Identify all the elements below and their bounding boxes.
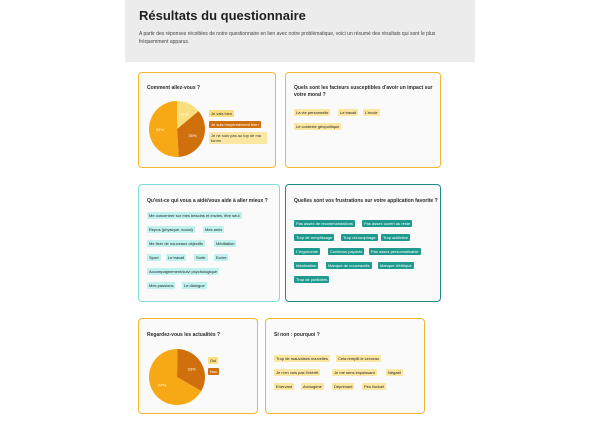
tag: Accompagnement/suivi psychologique — [149, 269, 218, 274]
tag: Repos (physique, social) — [149, 227, 193, 232]
tag: Idéalisation — [296, 263, 317, 268]
card-news — [138, 318, 258, 414]
page-title: Résultats du questionnaire — [139, 8, 306, 23]
card-title: Qu'est-ce qui vous a aidé/vous aide à aller mieux ? — [147, 198, 268, 204]
card-frustrations — [285, 184, 441, 302]
pie-chart-mood — [147, 99, 207, 159]
tag: Le travail — [340, 110, 357, 115]
tag: Déprimant — [334, 384, 353, 389]
tag: L'école — [365, 110, 378, 115]
tag: Je me sens impuissant — [334, 370, 375, 375]
tag: Trop chronophage — [343, 235, 376, 240]
tag: Le dialogue — [184, 283, 205, 288]
tag: Pas assez personnalisable — [371, 249, 419, 254]
card-title: Quels sont les facteurs susceptibles d'avoir un impact sur votre moral ? — [294, 85, 433, 98]
tag: Manque de nouveautés — [328, 263, 370, 268]
tag: Le contexte géopolitique — [296, 124, 340, 129]
page-subtitle: A partir des réponses récoltées de notre questionnaire en lien avec notre problématique, voici un résumé des résultats qui sont le plus fréquemment apparus. — [139, 31, 436, 45]
card-title: Quelles sont vos frustrations sur votre application favorite ? — [294, 198, 438, 204]
tag: Trop addictive — [383, 235, 408, 240]
card-title: Si non : pourquoi ? — [274, 332, 320, 338]
tag: Pas assez ouvert au reste — [364, 221, 411, 226]
tag: Sport — [149, 255, 159, 260]
tag: Enervant — [276, 384, 293, 389]
card-title: Regardez-vous les actualités ? — [147, 332, 221, 338]
pie-chart-news — [147, 347, 207, 407]
tag: Anxiogène — [303, 384, 322, 389]
tag: Mes amis — [205, 227, 223, 232]
tag: Sortir — [196, 255, 206, 260]
legend-item: Non — [210, 369, 218, 374]
tag: Me fixer de nouveaux objectifs — [149, 241, 204, 246]
tag: Méditation — [216, 241, 235, 246]
pie-slice-label: 33% — [187, 366, 196, 372]
card-factors — [285, 72, 441, 168]
tag: Trop de publicités — [296, 277, 328, 282]
pie-slice-label: 14% — [180, 111, 189, 117]
tag: Pas assez de recommandations — [296, 221, 353, 226]
tag: La vie personnelle — [296, 110, 329, 115]
page-header — [125, 0, 475, 62]
tag: Peu factuel — [364, 384, 385, 389]
tag: Trop de remplissage — [296, 235, 333, 240]
legend-item: Je ne suis pas au top de ma forme — [209, 132, 267, 144]
pie-slice-label: 67% — [158, 382, 167, 388]
tag: Mes passions — [149, 283, 174, 288]
tag: L'ergonomie — [296, 249, 318, 254]
legend-item: Oui — [210, 358, 217, 363]
tag: Ecrire — [216, 255, 227, 260]
card-helped — [138, 184, 280, 302]
card-mood — [138, 72, 276, 168]
tag: Le travail — [168, 255, 185, 260]
card-why-not — [265, 318, 425, 414]
tag: Me concentrer sur mes besoins et envies, être seul — [149, 213, 240, 218]
legend-item: Je suis moyennement bien — [211, 122, 259, 127]
tag: Négatif — [388, 370, 401, 375]
tag: Contenus payants — [330, 249, 363, 254]
legend-item: Je vais bien — [211, 111, 233, 116]
pie-slice-label: 51% — [156, 127, 165, 133]
pie-slice-label: 35% — [188, 133, 197, 139]
card-title: Comment allez-vous ? — [147, 85, 201, 91]
tag: Manque d'éthique — [380, 263, 412, 268]
tag: Je n'en vois pas l'intérêt — [276, 370, 319, 375]
tag: Cela remplit le cerveau — [338, 356, 379, 361]
tag: Trop de mauvaises nouvelles — [276, 356, 328, 361]
